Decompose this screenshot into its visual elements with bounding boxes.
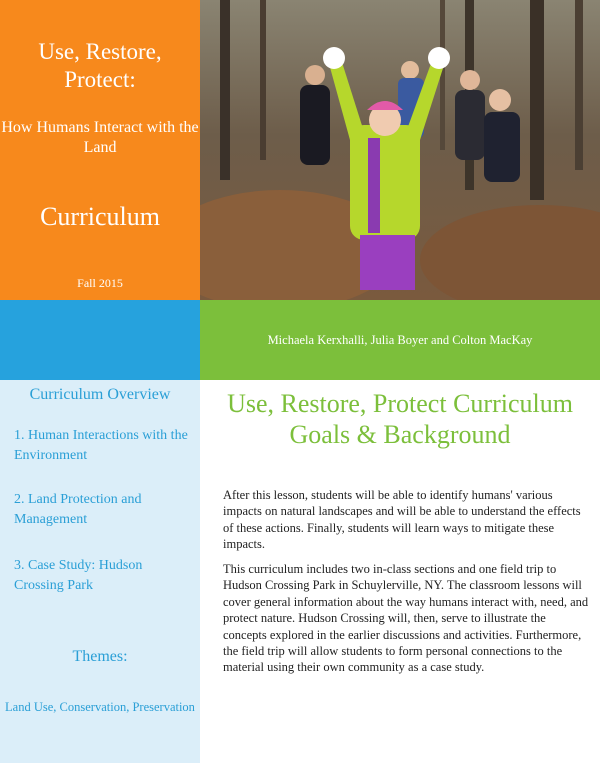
authors-text: Michaela Kerxhalli, Julia Boyer and Colton MacKay — [267, 332, 533, 347]
curriculum-overview-sidebar — [0, 380, 200, 763]
cover-label: Curriculum — [40, 202, 160, 231]
cover-title: Use, Restore, Protect: — [38, 39, 162, 92]
themes-text: Land Use, Conservation, Preservation — [5, 700, 195, 714]
cover-title-block — [0, 0, 200, 300]
children-hiking-photo — [200, 0, 600, 300]
goals-paragraph: After this lesson, students will be able to identify humans' various impacts on natural landscapes and will be able to understand the effects of these actions. Finally, students will learn ways to mitigate these impacts. — [223, 488, 581, 552]
main-title: Use, Restore, Protect Curriculum Goals & Background — [227, 389, 573, 449]
cover-date: Fall 2015 — [77, 276, 123, 290]
cover-subtitle: How Humans Interact with the Land — [1, 119, 199, 156]
overview-heading: Curriculum Overview — [29, 386, 171, 403]
themes-heading: Themes: — [72, 648, 128, 665]
authors-band — [200, 300, 600, 380]
overview-item-3: 3. Case Study: Hudson Crossing Park — [14, 558, 143, 593]
background-paragraph: This curriculum includes two in-class sections and one field trip to Hudson Crossing Park in Schuylerville, NY. The classroom lessons will cover general information about the way humans interact with, need, and protect nature. Hudson Crossing will, then, serve to illustrate the concepts explored in the earlier discussions and activities. Furthermore, the field trip will allow students to form personal connections to the material using their own community as a case study. — [223, 562, 589, 675]
blue-band — [0, 300, 200, 380]
cover-photo — [200, 0, 600, 300]
overview-item-1: 1. Human Interactions with the Environment — [14, 428, 188, 463]
overview-item-2: 2. Land Protection and Management — [14, 492, 142, 527]
